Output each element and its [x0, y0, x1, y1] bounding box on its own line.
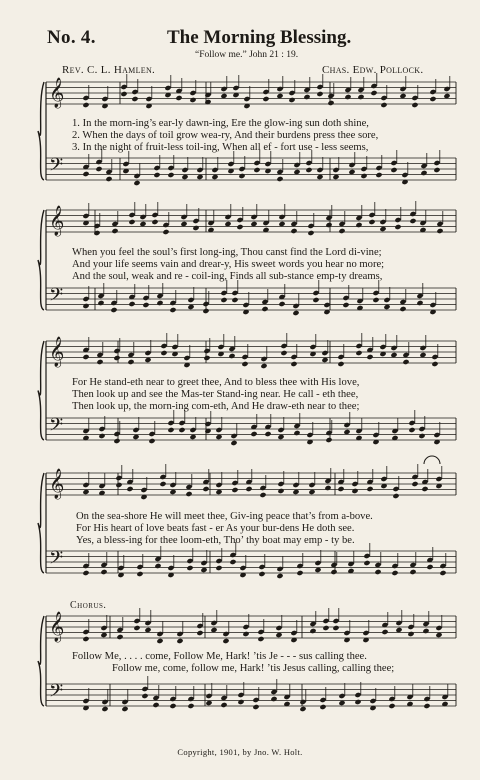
- system-4-treble-note: [259, 492, 266, 498]
- hymn-title: The Morning Blessing.: [167, 27, 352, 48]
- system-5-bass-note: [169, 703, 176, 709]
- system-4-treble-note: [351, 488, 358, 494]
- system-5-brace: [38, 616, 44, 706]
- system-2-treble-clef-icon: 𝄞: [49, 206, 65, 236]
- system-5-treble-note: [196, 630, 203, 636]
- system-2-bass-note: [220, 297, 227, 303]
- system-3-bass-note: [325, 437, 332, 443]
- system-4-bass-note: [258, 571, 265, 577]
- system-4-bass-note: [154, 563, 161, 569]
- system-4-treble-note: [231, 487, 238, 493]
- system-3-treble-clef-icon: 𝄞: [49, 337, 65, 367]
- system-4-treble-note: [421, 486, 428, 492]
- system-4-treble-note: [366, 486, 373, 492]
- system-1-treble-note: [370, 90, 377, 96]
- system-5-bass-note: [141, 693, 148, 699]
- system-1-treble-note: [327, 100, 334, 106]
- system-4-treble-note: [277, 488, 284, 494]
- system-2-bass-note: [416, 300, 423, 306]
- lyric-line-chorus-1: Follow Me, . . . . come, Follow Me, Hark! ’tis Je - - - sus calling thee.: [72, 651, 367, 662]
- system-2-bass-note: [142, 302, 149, 308]
- system-5-bass-note: [252, 704, 259, 710]
- system-3-bass-note: [408, 427, 415, 433]
- system-2-treble-note: [236, 224, 243, 230]
- system-4-bass-note: [374, 569, 381, 575]
- system-5-treble-note: [309, 628, 316, 634]
- system-5-bass-note: [388, 703, 395, 709]
- system-4-bass-note: [136, 571, 143, 577]
- system-4-treble-note: [202, 486, 209, 492]
- system-2-bass-note: [97, 300, 104, 306]
- system-5-bass-note: [237, 699, 244, 705]
- system-2-bass-note: [278, 301, 285, 307]
- chorus-label: Chorus.: [70, 600, 107, 611]
- system-5-treble-clef-icon: 𝄞: [49, 612, 65, 642]
- system-3-treble-note: [290, 361, 297, 367]
- system-2-treble-note: [93, 230, 100, 236]
- system-3-treble-note: [337, 361, 344, 367]
- system-4-treble-note: [126, 486, 133, 492]
- system-5-treble-note: [176, 638, 183, 644]
- system-2-treble-note: [111, 228, 118, 234]
- system-2-treble-note: [394, 224, 401, 230]
- system-3-bass-note: [167, 427, 174, 433]
- system-1-treble-note: [131, 96, 138, 102]
- system-4-treble-note: [245, 486, 252, 492]
- system-2-treble-note: [409, 218, 416, 224]
- system-4-bass-note: [330, 569, 337, 575]
- system-5-bass-note: [319, 704, 326, 710]
- system-4-bass-note: [409, 569, 416, 575]
- lyric-line-s1-v1: 1. In the morn-ing’s ear-ly dawn-ing, Ere the glow-ing sun doth shine,: [72, 118, 369, 129]
- system-4-treble-note: [324, 485, 331, 491]
- system-1-treble-note: [189, 97, 196, 103]
- system-3-treble-note: [355, 350, 362, 356]
- system-3-treble-note: [127, 359, 134, 365]
- system-5-bass-note: [187, 703, 194, 709]
- lyric-line-s3-v1: For He stand-eth near to greet thee, And to bless thee with His love,: [72, 377, 360, 388]
- system-5-treble-note: [156, 638, 163, 644]
- system-2-bass-note: [169, 307, 176, 313]
- system-5-treble-note: [381, 629, 388, 635]
- lyric-line-s2-v1: When you feel the soul’s first long-ing, Thou canst find the Lord di-vine;: [72, 247, 382, 258]
- system-2-treble-note: [307, 230, 314, 236]
- system-4-bass-note: [229, 559, 236, 565]
- system-2-bass-note: [399, 306, 406, 312]
- system-4-bass-note: [215, 565, 222, 571]
- system-1-bass-note: [375, 172, 382, 178]
- system-2-bass-note: [156, 300, 163, 306]
- system-4-treble-note: [159, 481, 166, 487]
- system-2-bass-note: [128, 301, 135, 307]
- system-1-treble-note: [120, 91, 127, 97]
- system-4-treble-note: [392, 493, 399, 499]
- system-2-treble-note: [151, 219, 158, 225]
- system-1-bass-note: [433, 167, 440, 173]
- system-5-bass-note: [299, 706, 306, 712]
- system-4-bass-note: [426, 564, 433, 570]
- system-4-bass-note: [276, 573, 283, 579]
- lyric-line-s4-v3: Yes, a bless-ing for thee loom-eth, Tho’ thy boat may emp - ty be.: [76, 535, 355, 546]
- system-4-treble-note: [411, 481, 418, 487]
- system-3-treble-note: [366, 354, 373, 360]
- system-1-treble-note: [380, 102, 387, 108]
- system-3-treble-note: [82, 354, 89, 360]
- lyric-line-s3-v2: Then look up and see the Mas-ter Stand-ing near. He call - eth thee,: [72, 389, 359, 400]
- scripture-epigraph: “Follow me.” John 21 : 19.: [195, 50, 299, 60]
- system-4-bass-note: [82, 570, 89, 576]
- system-1-treble-note: [429, 96, 436, 102]
- system-2-bass-note: [312, 297, 319, 303]
- system-1-treble-note: [288, 97, 295, 103]
- system-2-bass-note: [261, 306, 268, 312]
- system-3-treble-note: [96, 359, 103, 365]
- lyric-line-s1-v2: 2. When the days of toil grow wea-ry, And their burdens press thee sore,: [72, 130, 379, 141]
- system-4-bass-note: [363, 560, 370, 566]
- system-1-treble-clef-icon: 𝄞: [49, 78, 65, 108]
- system-1-bass-note: [95, 166, 102, 172]
- lyric-line-s3-v3: Then look up, the morn-ing com-eth, And He draw-eth near to thee;: [72, 401, 360, 412]
- system-4-brace: [38, 473, 44, 573]
- system-2-treble-note: [436, 228, 443, 234]
- system-3-treble-note: [280, 350, 287, 356]
- system-3-bass-note: [113, 438, 120, 444]
- system-5-treble-note: [322, 625, 329, 631]
- copyright-notice: Copyright, 1901, by Jno. W. Holt.: [177, 747, 303, 757]
- system-5-treble-note: [133, 625, 140, 631]
- system-1-treble-note: [344, 94, 351, 100]
- system-1-treble-note: [411, 102, 418, 108]
- system-1-bass-note: [253, 167, 260, 173]
- lyric-line-s4-v2: For His heart of love beats fast - er As your bur-dens He doth see.: [76, 523, 355, 534]
- system-3-bass-note: [264, 431, 271, 437]
- lyric-line-s2-v2: And your life seems vain and drear-y, His sweet words you hear no more;: [72, 259, 385, 270]
- system-5-treble-note: [332, 625, 339, 631]
- system-4-bass-note: [439, 570, 446, 576]
- system-5-bass-note: [152, 702, 159, 708]
- system-1-treble-note: [175, 95, 182, 101]
- system-1-bass-note: [167, 172, 174, 178]
- system-4-bass-note: [100, 569, 107, 575]
- system-2-treble-note: [128, 219, 135, 225]
- system-3-treble-note: [228, 353, 235, 359]
- system-2-treble-note: [192, 225, 199, 231]
- system-1-bass-note: [153, 172, 160, 178]
- system-5-bass-clef-icon: 𝄢: [49, 681, 64, 706]
- lyricist-credit: Rev. C. L. Hamlen.: [62, 64, 156, 76]
- system-4-treble-note: [337, 486, 344, 492]
- system-2-treble-note: [355, 222, 362, 228]
- system-5-bass-note: [121, 706, 128, 712]
- system-3-brace: [38, 341, 44, 440]
- system-2-bass-note: [372, 297, 379, 303]
- system-2-brace: [38, 210, 44, 310]
- system-4-bass-note: [296, 570, 303, 576]
- system-3-bass-note: [250, 431, 257, 437]
- hymn-number: No. 4.: [47, 27, 96, 48]
- system-1-bass-clef-icon: 𝄢: [49, 155, 64, 180]
- system-1-bass-note: [360, 173, 367, 179]
- system-4-bass-note: [391, 570, 398, 576]
- system-5-treble-note: [422, 628, 429, 634]
- system-3-bass-note: [98, 433, 105, 439]
- system-3-bass-note: [418, 433, 425, 439]
- system-2-bass-note: [110, 307, 117, 313]
- system-2-bass-note: [342, 302, 349, 308]
- system-1-bass-note: [105, 176, 112, 182]
- system-2-bass-note: [202, 308, 209, 314]
- system-1-treble-note: [82, 102, 89, 108]
- system-3-treble-note: [260, 363, 267, 369]
- system-1-treble-note: [357, 94, 364, 100]
- system-4-treble-clef-icon: 𝄞: [49, 469, 65, 499]
- lyric-line-s4-v1: On the sea-shore He will meet thee, Giv-ing peace that’s from a-bove.: [76, 511, 373, 522]
- system-3-treble-note: [431, 361, 438, 367]
- system-5-treble-note: [222, 638, 229, 644]
- system-3-bass-note: [148, 438, 155, 444]
- system-1-treble-note: [316, 91, 323, 97]
- system-5-treble-note: [257, 636, 264, 642]
- system-5-bass-note: [423, 703, 430, 709]
- system-1-bass-note: [420, 170, 427, 176]
- system-1-bass-note: [276, 176, 283, 182]
- system-1-treble-note: [262, 96, 269, 102]
- system-4-treble-note: [185, 491, 192, 497]
- system-4-treble-note: [115, 482, 122, 488]
- lyric-line-s2-v3: And the soul, weak and re - coil-ing, Finds all sub-stance emp-ty dreams,: [72, 271, 383, 282]
- system-3-bass-clef-icon: 𝄢: [49, 415, 64, 440]
- system-2-treble-note: [290, 228, 297, 234]
- lyric-line-chorus-2: Follow me, come, follow me, Hark! ’tis Jesus calling, calling thee;: [112, 663, 395, 674]
- system-1-bass-note: [390, 167, 397, 173]
- fermata-icon: [424, 456, 440, 464]
- lyric-line-s1-v3: 3. In the night of fruit-less toil-ing, When all ef - fort use - less seems,: [72, 142, 369, 153]
- system-2-bass-note: [292, 310, 299, 316]
- system-3-treble-note: [203, 355, 210, 361]
- system-1-treble-note: [303, 94, 310, 100]
- system-1-bass-note: [133, 180, 140, 186]
- system-4-bass-clef-icon: 𝄢: [49, 548, 64, 573]
- system-2-bass-clef-icon: 𝄢: [49, 285, 64, 310]
- system-5-treble-note: [116, 634, 123, 640]
- system-3-treble-note: [402, 359, 409, 365]
- system-3-treble-note: [160, 350, 167, 356]
- system-3-bass-note: [293, 430, 300, 436]
- system-3-bass-note: [230, 440, 237, 446]
- system-1-bass-note: [82, 171, 89, 177]
- system-5-bass-note: [270, 696, 277, 702]
- system-5-bass-note: [101, 706, 108, 712]
- system-2-treble-note: [338, 228, 345, 234]
- system-3-treble-note: [241, 361, 248, 367]
- system-1-bass-note: [238, 173, 245, 179]
- system-2-treble-note: [368, 219, 375, 225]
- system-5-treble-note: [242, 631, 249, 637]
- system-1-brace: [38, 82, 44, 180]
- system-1-bass-note: [305, 167, 312, 173]
- system-3-treble-note: [113, 355, 120, 361]
- system-5-treble-note: [82, 636, 89, 642]
- system-2-treble-note: [325, 222, 332, 228]
- system-2-treble-note: [162, 229, 169, 235]
- system-5-bass-note: [220, 702, 227, 708]
- system-3-bass-note: [178, 427, 185, 433]
- system-4-bass-note: [186, 565, 193, 571]
- system-5-treble-note: [407, 631, 414, 637]
- system-2-bass-note: [82, 303, 89, 309]
- system-2-bass-note: [231, 297, 238, 303]
- composer-credit: Chas. Edw. Pollock.: [322, 64, 424, 76]
- system-5-bass-note: [354, 699, 361, 705]
